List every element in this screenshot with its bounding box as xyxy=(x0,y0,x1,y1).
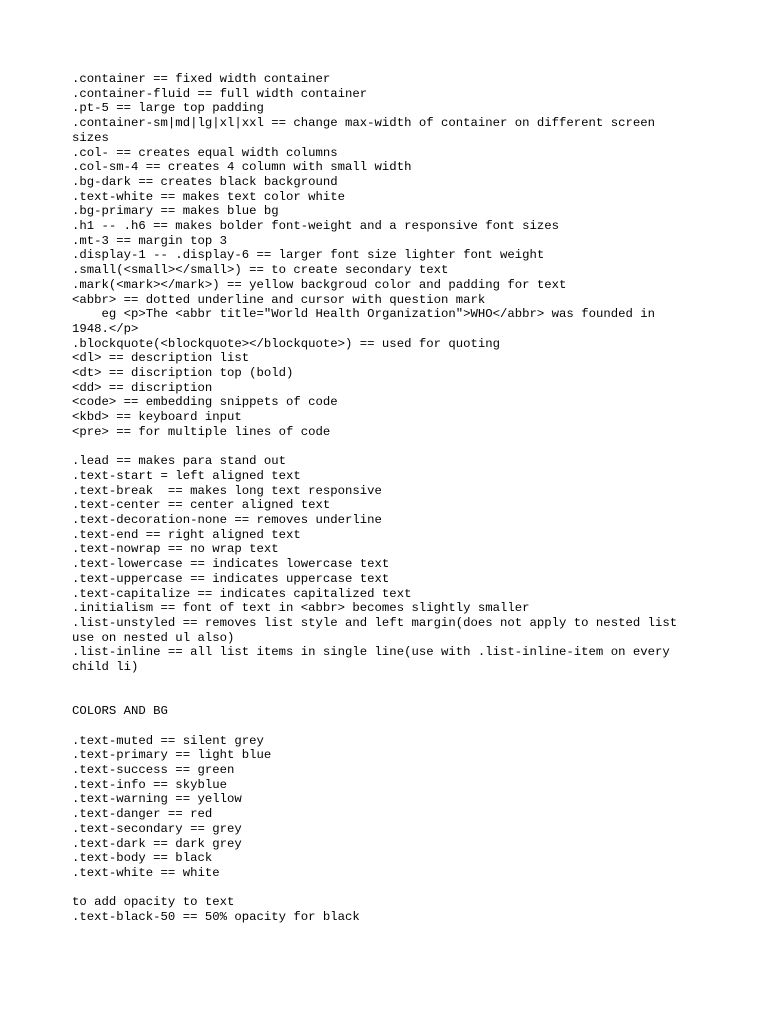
text-line: .text-nowrap == no wrap text xyxy=(72,542,279,557)
text-line: .container == fixed width container xyxy=(72,72,331,86)
text-utilities-section xyxy=(72,454,696,675)
text-line: .text-white == white xyxy=(72,865,220,880)
document-page xyxy=(72,72,696,925)
text-line: .mark(<mark></mark>) == yellow backgroud color and padding for text xyxy=(72,277,567,292)
spacer xyxy=(72,440,696,455)
text-line: .list-inline == all list items in single line(use with .list-inline-item on every child li) xyxy=(72,645,678,675)
text-line: to add opacity to text xyxy=(72,895,235,910)
text-line: .text-success == green xyxy=(72,763,235,777)
text-line: .text-white == makes text color white xyxy=(72,189,346,204)
text-line: .text-primary == light blue xyxy=(72,748,272,763)
text-line: .text-black-50 == 50% opacity for black xyxy=(72,910,360,925)
text-line: .blockquote(<blockquote></blockquote>) == used for quoting xyxy=(72,336,501,351)
text-line: .bg-dark == creates black background xyxy=(72,174,338,189)
text-line: <dl> == description list xyxy=(72,351,250,366)
section-heading: COLORS AND BG xyxy=(72,704,168,719)
text-line: .pt-5 == large top padding xyxy=(72,101,264,116)
text-line: <pre> == for multiple lines of code xyxy=(72,424,331,439)
spacer xyxy=(72,675,696,704)
text-line: .text-body == black xyxy=(72,851,213,866)
text-line: <code> == embedding snippets of code xyxy=(72,395,338,410)
text-line: .text-warning == yellow xyxy=(72,792,242,807)
text-line: <abbr> == dotted underline and cursor with question mark xyxy=(72,292,486,307)
opacity-section xyxy=(72,895,696,924)
basics-section xyxy=(72,72,696,440)
text-line: .bg-primary == makes blue bg xyxy=(72,204,279,219)
text-line: .small(<small></small>) == to create secondary text xyxy=(72,263,449,278)
text-line: .text-lowercase == indicates lowercase text xyxy=(72,557,390,572)
text-line: .text-dark == dark grey xyxy=(72,836,242,851)
text-line: .text-center == center aligned text xyxy=(72,498,331,513)
text-line: .h1 -- .h6 == makes bolder font-weight and a responsive font sizes xyxy=(72,219,560,234)
text-line: .col- == creates equal width columns xyxy=(72,145,338,160)
text-line: .text-start = left aligned text xyxy=(72,468,301,483)
text-line: .text-decoration-none == removes underline xyxy=(72,513,382,528)
text-line: .text-muted == silent grey xyxy=(72,733,264,748)
text-line: .text-info == skyblue xyxy=(72,777,227,792)
text-line: .text-break == makes long text responsive xyxy=(72,483,382,498)
text-line: .col-sm-4 == creates 4 column with small width xyxy=(72,160,412,175)
text-line: .text-secondary == grey xyxy=(72,821,242,836)
text-line: .initialism == font of text in <abbr> becomes slightly smaller xyxy=(72,601,530,616)
text-line: <dd> == discription xyxy=(72,380,213,395)
text-line: .mt-3 == margin top 3 xyxy=(72,233,227,248)
text-line: .display-1 -- .display-6 == larger font size lighter font weight xyxy=(72,248,545,263)
text-line: .container-fluid == full width container xyxy=(72,86,368,101)
text-line: .lead == makes para stand out xyxy=(72,454,287,469)
text-line: .list-unstyled == removes list style and left margin(does not apply to nested list use on nested ul also) xyxy=(72,616,685,645)
colors-section xyxy=(72,734,696,881)
text-line: .container-sm|md|lg|xl|xxl == change max-width of container on different screen sizes xyxy=(72,116,663,145)
text-line: <dt> == discription top (bold) xyxy=(72,366,294,381)
spacer xyxy=(72,719,696,734)
text-line: eg <p>The <abbr title="World Health Organization">WHO</abbr> was founded in 1948.</p> xyxy=(72,307,663,336)
text-line: .text-end == right aligned text xyxy=(72,527,301,542)
text-line: .text-danger == red xyxy=(72,807,213,822)
text-line: <kbd> == keyboard input xyxy=(72,410,242,425)
spacer xyxy=(72,881,696,896)
text-line: .text-uppercase == indicates uppercase text xyxy=(72,571,390,586)
text-line: .text-capitalize == indicates capitalized text xyxy=(72,586,412,601)
